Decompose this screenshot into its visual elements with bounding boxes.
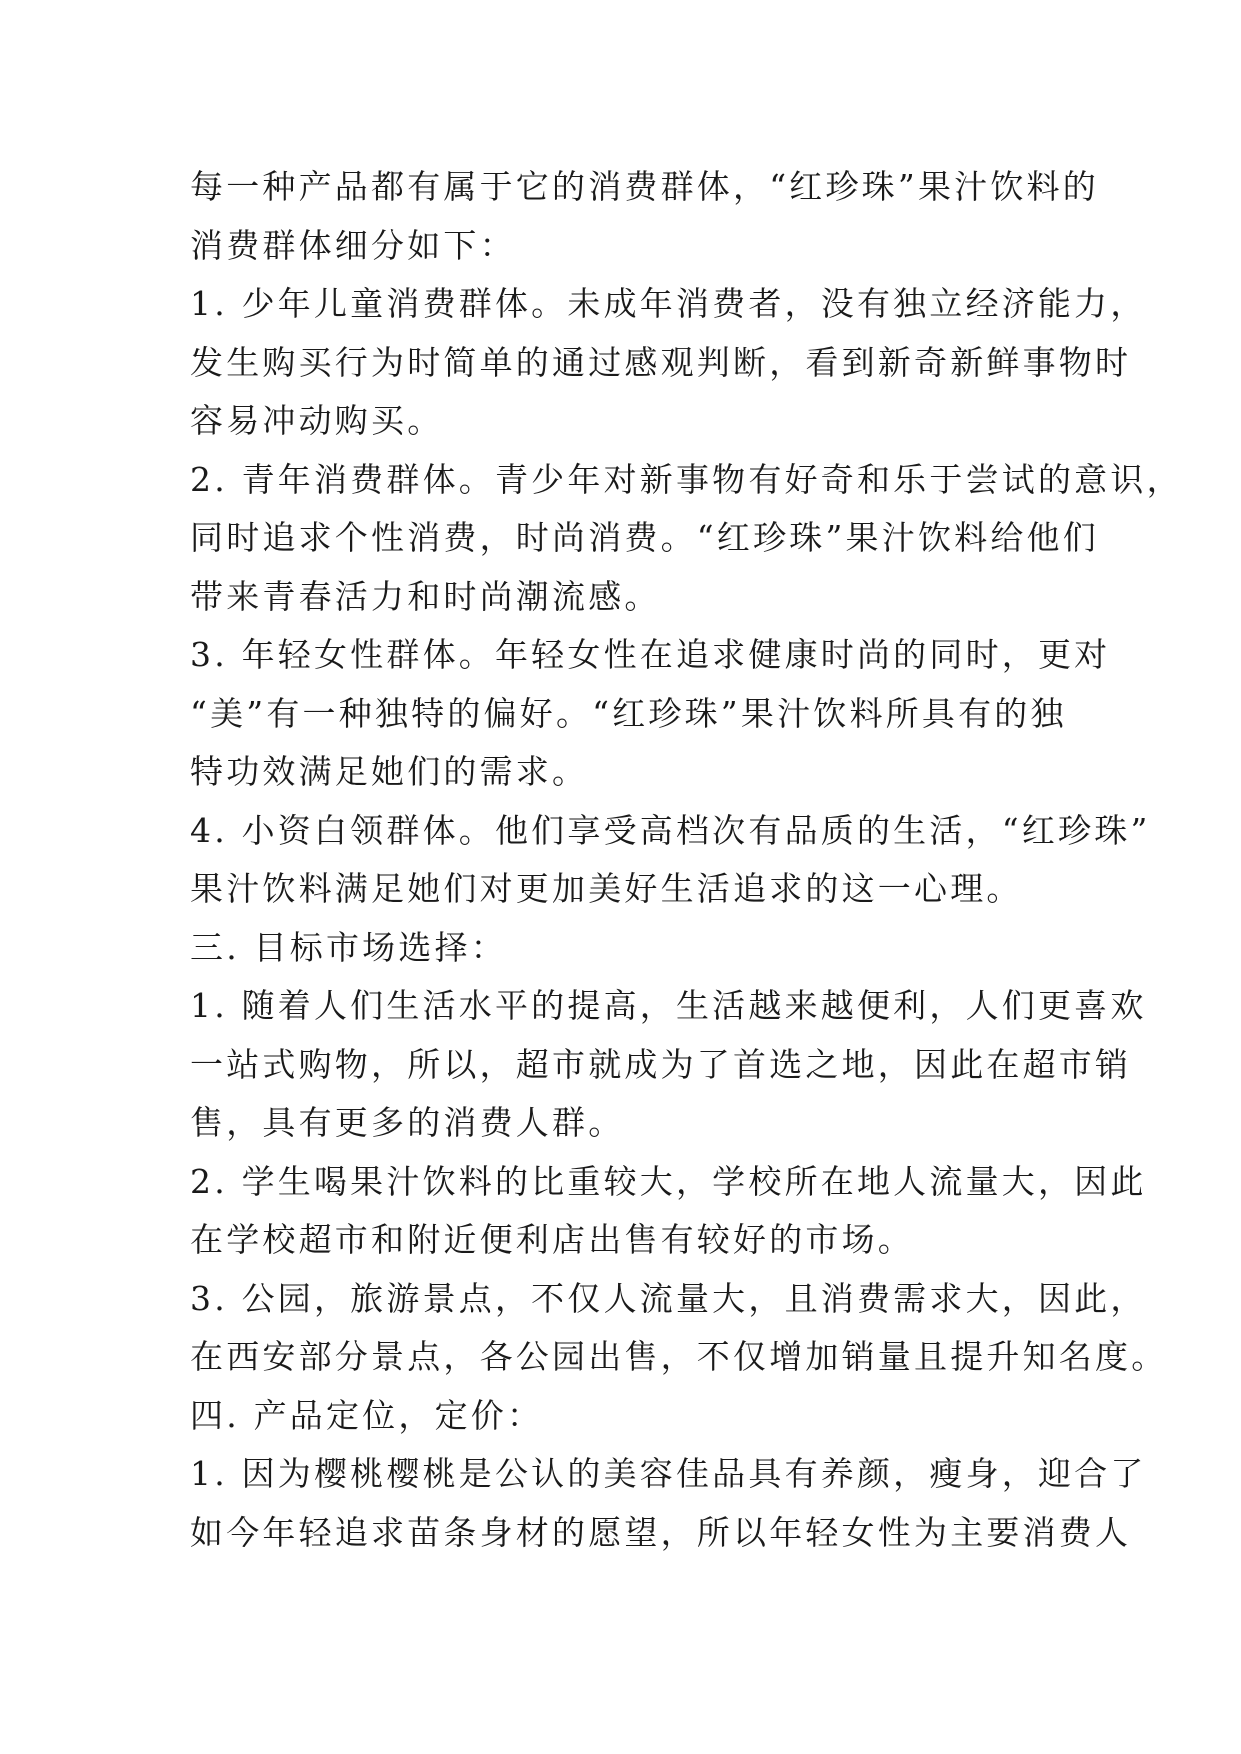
text-line: 果汁饮料满足她们对更加美好生活追求的这一心理。 — [190, 869, 1023, 908]
text-line: 2. 青年消费群体。青少年对新事物有好奇和乐于尝试的意识， — [190, 459, 1183, 499]
text-line: 发生购买行为时简单的通过感观判断，看到新奇新鲜事物时 — [190, 342, 1132, 382]
text-line: 带来青春活力和时尚潮流感。 — [190, 576, 661, 616]
section-heading: 三. 目标市场选择： — [190, 927, 507, 967]
text-line: 1. 少年儿童消费群体。未成年消费者，没有独立经济能力， — [190, 284, 1147, 323]
text-line: “美”有一种独特的偏好。“红珍珠”果汁饮料所具有的独 — [190, 693, 1067, 733]
text-line: 一站式购物，所以，超市就成为了首选之地，因此在超市销 — [190, 1044, 1132, 1084]
text-line: 如今年轻追求苗条身材的愿望，所以年轻女性为主要消费人 — [190, 1512, 1132, 1552]
document-body — [190, 158, 1183, 1562]
text-line: 在西安部分景点，各公园出售，不仅增加销量且提升知名度。 — [190, 1337, 1168, 1376]
text-line: 特功效满足她们的需求。 — [190, 752, 589, 791]
text-line: 1. 因为樱桃樱桃是公认的美容佳品具有养颜，瘦身，迎合了 — [190, 1454, 1147, 1493]
text-line: 售，具有更多的消费人群。 — [190, 1103, 625, 1142]
text-line: 4. 小资白领群体。他们享受高档次有品质的生活，“红珍珠” — [190, 810, 1151, 850]
text-line: 2. 学生喝果汁饮料的比重较大，学校所在地人流量大，因此 — [190, 1161, 1147, 1201]
text-line: 3. 公园，旅游景点，不仅人流量大，且消费需求大，因此， — [190, 1278, 1147, 1318]
text-line: 每一种产品都有属于它的消费群体，“红珍珠”果汁饮料的 — [190, 167, 1099, 206]
text-line: 在学校超市和附近便利店出售有较好的市场。 — [190, 1220, 914, 1259]
text-line: 容易冲动购买。 — [190, 401, 444, 440]
text-line: 3. 年轻女性群体。年轻女性在追求健康时尚的同时，更对 — [190, 635, 1111, 674]
section-heading: 四. 产品定位，定价： — [190, 1395, 544, 1435]
text-line: 消费群体细分如下： — [190, 225, 516, 265]
text-line: 1. 随着人们生活水平的提高，生活越来越便利，人们更喜欢 — [190, 986, 1147, 1025]
text-line: 同时追求个性消费，时尚消费。“红珍珠”果汁饮料给他们 — [190, 518, 1099, 557]
